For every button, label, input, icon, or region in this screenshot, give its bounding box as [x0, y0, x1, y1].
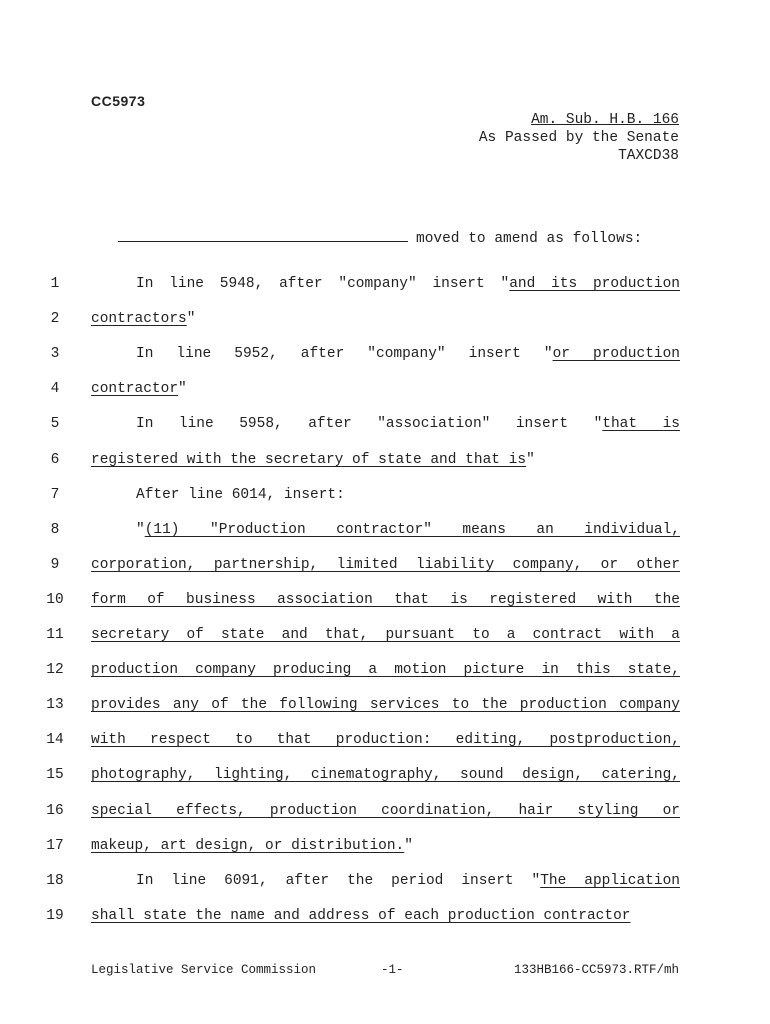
line-number: 10	[46, 592, 64, 608]
line-number: 11	[46, 627, 64, 643]
line-text-plain: "	[136, 522, 145, 538]
line-text	[91, 697, 680, 713]
line-number: 16	[46, 803, 64, 819]
bill-number: Am. Sub. H.B. 166	[531, 112, 679, 128]
line-text-inserted: (11) "Production contractor" means an individual,	[144, 522, 680, 538]
line-text	[91, 311, 680, 327]
line-text-inserted: production company producing a motion picture in this state,	[91, 662, 680, 678]
line-text-inserted: secretary of state and that, pursuant to a contract with a	[91, 627, 680, 643]
line-text	[91, 592, 680, 608]
line-number: 15	[46, 767, 64, 783]
line-text-plain: After line 6014, insert:	[136, 487, 345, 503]
line-text-inserted: contractor	[91, 381, 179, 397]
line-text-inserted: shall state the name and address of each production contractor	[91, 908, 631, 924]
line-number: 3	[50, 346, 60, 362]
line-text-closing: "	[526, 452, 535, 468]
line-text	[91, 732, 680, 748]
line-text	[91, 381, 680, 397]
line-text-inserted: provides any of the following services to the production company	[91, 697, 680, 713]
line-text-inserted: registered with the secretary of state and that is	[91, 452, 527, 468]
line-text	[91, 908, 680, 924]
line-text-inserted: makeup, art design, or distribution.	[91, 838, 405, 854]
signature-blank	[118, 227, 408, 242]
line-text-plain: In line 5948, after "company" insert "	[136, 276, 510, 292]
line-text	[91, 662, 680, 678]
line-text	[91, 873, 680, 889]
line-text-inserted: form of business association that is registered with the	[91, 592, 680, 608]
moved-line	[118, 227, 642, 247]
line-text-inserted: special effects, production coordination, hair styling or	[91, 803, 680, 819]
line-text	[91, 416, 680, 432]
line-text	[91, 838, 680, 854]
line-text	[91, 346, 680, 362]
line-number: 7	[50, 487, 60, 503]
line-number: 13	[46, 697, 64, 713]
line-text-plain: In line 5958, after "association" insert "	[136, 416, 603, 432]
line-number: 9	[50, 557, 60, 573]
line-number: 17	[46, 838, 64, 854]
line-text-inserted: and its production	[509, 276, 680, 292]
line-number: 1	[50, 276, 60, 292]
footer-file-id: 133HB166-CC5973.RTF/mh	[513, 963, 679, 977]
line-text-closing: "	[178, 381, 187, 397]
line-number: 8	[50, 522, 60, 538]
line-text-plain: In line 6091, after the period insert "	[136, 873, 541, 889]
line-text	[91, 487, 680, 503]
line-text-inserted: with respect to that production: editing, postproduction,	[91, 732, 680, 748]
line-text	[91, 452, 680, 468]
line-text	[91, 557, 680, 573]
document-code: CC5973	[91, 93, 146, 109]
line-number: 4	[50, 381, 60, 397]
line-text	[91, 803, 680, 819]
line-text-closing: "	[186, 311, 196, 327]
line-text	[91, 627, 680, 643]
line-text	[91, 522, 680, 538]
line-text-closing: "	[404, 838, 413, 854]
line-text-inserted: corporation, partnership, limited liability company, or other	[91, 557, 680, 573]
line-number: 2	[50, 311, 60, 327]
line-text-plain: In line 5952, after "company" insert "	[136, 346, 553, 362]
line-text-inserted: photography, lighting, cinematography, sound design, catering,	[91, 767, 680, 783]
line-text-inserted: that is	[602, 416, 680, 432]
line-text-inserted: The application	[540, 873, 680, 889]
line-number: 5	[50, 416, 60, 432]
bill-reference: TAXCD38	[618, 148, 679, 164]
line-text-inserted: or production	[552, 346, 680, 362]
line-text	[91, 276, 680, 292]
line-number: 18	[46, 873, 64, 889]
line-number: 14	[46, 732, 64, 748]
footer-commission: Legislative Service Commission	[91, 963, 317, 977]
line-number: 19	[46, 908, 64, 924]
bill-status: As Passed by the Senate	[478, 130, 679, 146]
line-text	[91, 767, 680, 783]
moved-text: moved to amend as follows:	[416, 231, 643, 247]
line-text-inserted: contractors	[91, 311, 187, 327]
footer-page-number: -1-	[381, 963, 404, 977]
line-number: 6	[50, 452, 60, 468]
line-number: 12	[46, 662, 64, 678]
